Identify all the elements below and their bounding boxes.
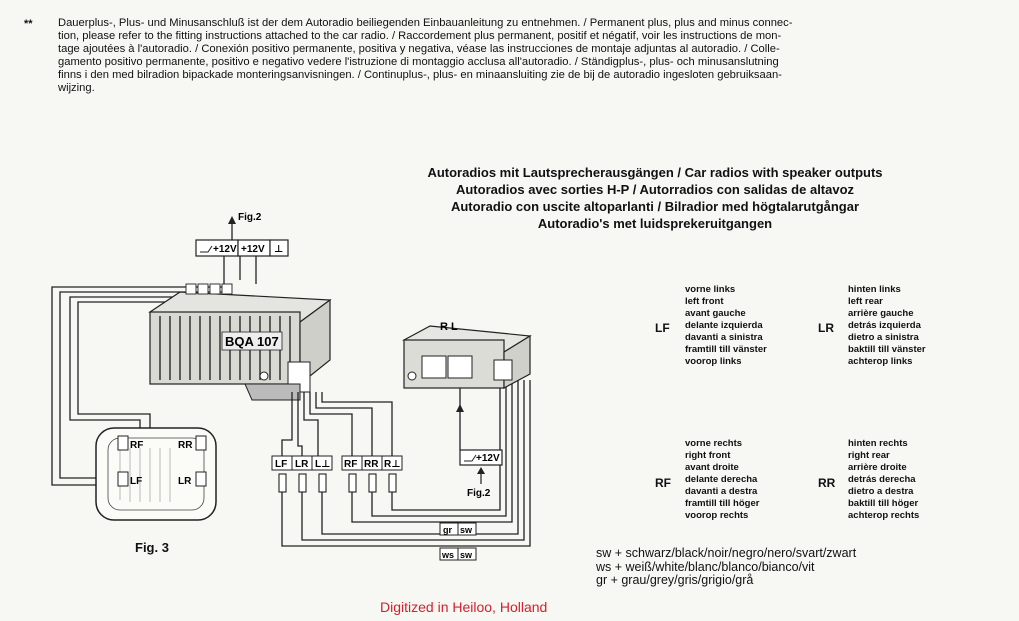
desc-line: dietro a destra (848, 486, 914, 497)
output-rg-label: R⊥ (384, 459, 401, 470)
desc-line: davanti a destra (685, 486, 758, 497)
car-speaker-lf: LF (130, 476, 143, 487)
amp-model-label: BQA 107 (225, 334, 279, 349)
desc-line: vorne rechts (685, 438, 743, 449)
power-connector-bottom (460, 450, 502, 465)
title-line: Autoradios avec sorties H-P / Autorradios con salidas de altavoz (455, 182, 855, 197)
title-line: Autoradios mit Lautsprecherausgängen / Car radios with speaker outputs (427, 165, 883, 180)
power-label: +12V (476, 453, 500, 464)
desc-line: detrás izquierda (848, 320, 921, 331)
desc-line: left rear (848, 296, 883, 307)
output-left-group (272, 456, 332, 470)
desc-line: voorop rechts (685, 510, 749, 521)
speaker-icon (196, 472, 206, 486)
note-line: tion, please refer to the fitting instructions attached to the car radio. / Raccordement plus permanent, positif et négatif, voir les instructions de mon- (58, 30, 782, 42)
wire-tag: sw (460, 525, 473, 535)
desc-line: dietro a sinistra (848, 332, 919, 343)
wire-tag: gr (443, 525, 452, 535)
rca-plugs (279, 474, 396, 492)
desc-line: achterop links (848, 356, 913, 367)
title-line: Autoradio con uscite altoparlanti / Bilradior med högtalarutgångar (450, 199, 860, 214)
desc-line: davanti a sinistra (685, 332, 763, 343)
output-right-group (342, 456, 402, 470)
desc-line: delante izquierda (685, 320, 763, 331)
note-line: finns i den med bilradion bipackade monteringsanvisningen. / Continuplus-, plus- en minaansluiting zie de bij de autoradio ingesloten gebruiksaan- (58, 69, 782, 81)
radio-connector (494, 360, 512, 380)
desc-line: baktill till höger (848, 498, 919, 509)
wire-tag-gr-sw (440, 523, 476, 535)
car-speaker-rr: RR (178, 440, 193, 451)
knob-icon (408, 372, 416, 380)
arrow-icon (228, 216, 236, 224)
desc-line: avant gauche (685, 308, 746, 319)
arrow-icon (477, 467, 485, 474)
desc-line: arrière droite (848, 462, 907, 473)
legend-line: gr + grau/grey/gris/grigio/grå (596, 573, 754, 587)
knob-icon (260, 372, 268, 380)
car-radio (404, 321, 530, 388)
desc-line: right front (685, 450, 731, 461)
desc-line: achterop rechts (848, 510, 920, 521)
title-line: Autoradio's met luidsprekeruitgangen (537, 216, 773, 231)
power-label: +12V (213, 244, 237, 255)
legend-line: sw + schwarz/black/noir/negro/nero/svart/zwart (596, 546, 857, 560)
desc-line: vorne links (685, 284, 736, 295)
desc-line: framtill till höger (685, 498, 760, 509)
car-speaker-rf: RF (130, 440, 144, 451)
radio-socket (448, 356, 472, 378)
output-lg-label: L⊥ (315, 459, 331, 470)
output-lr-label: LR (295, 459, 309, 470)
speaker-icon (118, 472, 128, 486)
note-line: Dauerplus-, Plus- und Minusanschluß ist der dem Autoradio beiliegenden Einbauanleitung zu entnehmen. / Permanent plus, plus and minus connec- (58, 17, 793, 29)
fig2-bottom-label: Fig.2 (467, 488, 491, 499)
speaker-rr-code: RR (818, 476, 836, 490)
power-connector-top (196, 240, 288, 256)
wire-tag: sw (460, 550, 473, 560)
car-outline (96, 428, 216, 520)
desc-line: baktill till vänster (848, 344, 926, 355)
arrow-icon (456, 404, 464, 412)
footnote-marker: ** (24, 18, 33, 30)
speaker-lf-code: LF (655, 321, 670, 335)
desc-line: left front (685, 296, 724, 307)
desc-line: voorop links (685, 356, 742, 367)
desc-line: right rear (848, 450, 890, 461)
desc-line: hinten links (848, 284, 901, 295)
note-line: gamento positivo permanente, positivo e negativo vedere l'istruzione di montaggio acclusa all'autoradio. / Ständigplus-, plus- och minusanslutning (58, 56, 779, 68)
figure-label: Fig. 3 (135, 540, 169, 555)
desc-line: framtill till vänster (685, 344, 767, 355)
output-rr-label: RR (364, 459, 379, 470)
note-line: tage ajoutées à l'autoradio. / Conexión positivo permanente, positiva y negativa, véase las instrucciones de montaje adjuntas al autoradio. / Colle- (58, 43, 780, 55)
speaker-rf-code: RF (655, 476, 671, 490)
speaker-icon (196, 436, 206, 450)
desc-line: hinten rechts (848, 438, 908, 449)
output-rf-label: RF (344, 459, 358, 470)
digitized-credit: Digitized in Heiloo, Holland (380, 599, 548, 615)
radio-channel-label: R L (440, 321, 458, 333)
output-lf-label: LF (275, 459, 288, 470)
wire-tag-ws-sw (440, 548, 476, 560)
desc-line: arrière gauche (848, 308, 914, 319)
power-label: +12V (241, 244, 265, 255)
speaker-lr-code: LR (818, 321, 834, 335)
amplifier-bqa107 (150, 284, 330, 400)
speaker-icon (118, 436, 128, 450)
desc-line: avant droite (685, 462, 739, 473)
radio-socket (422, 356, 446, 378)
note-line: wijzing. (58, 82, 95, 94)
desc-line: delante derecha (685, 474, 758, 485)
wire-tag: ws (442, 550, 455, 560)
fig2-top-label: Fig.2 (238, 212, 262, 223)
desc-line: detrás derecha (848, 474, 916, 485)
ground-label: ⊥ (274, 244, 284, 255)
car-speaker-lr: LR (178, 476, 192, 487)
legend-line: ws + weiß/white/blanc/blanco/bianco/vit (596, 559, 815, 574)
